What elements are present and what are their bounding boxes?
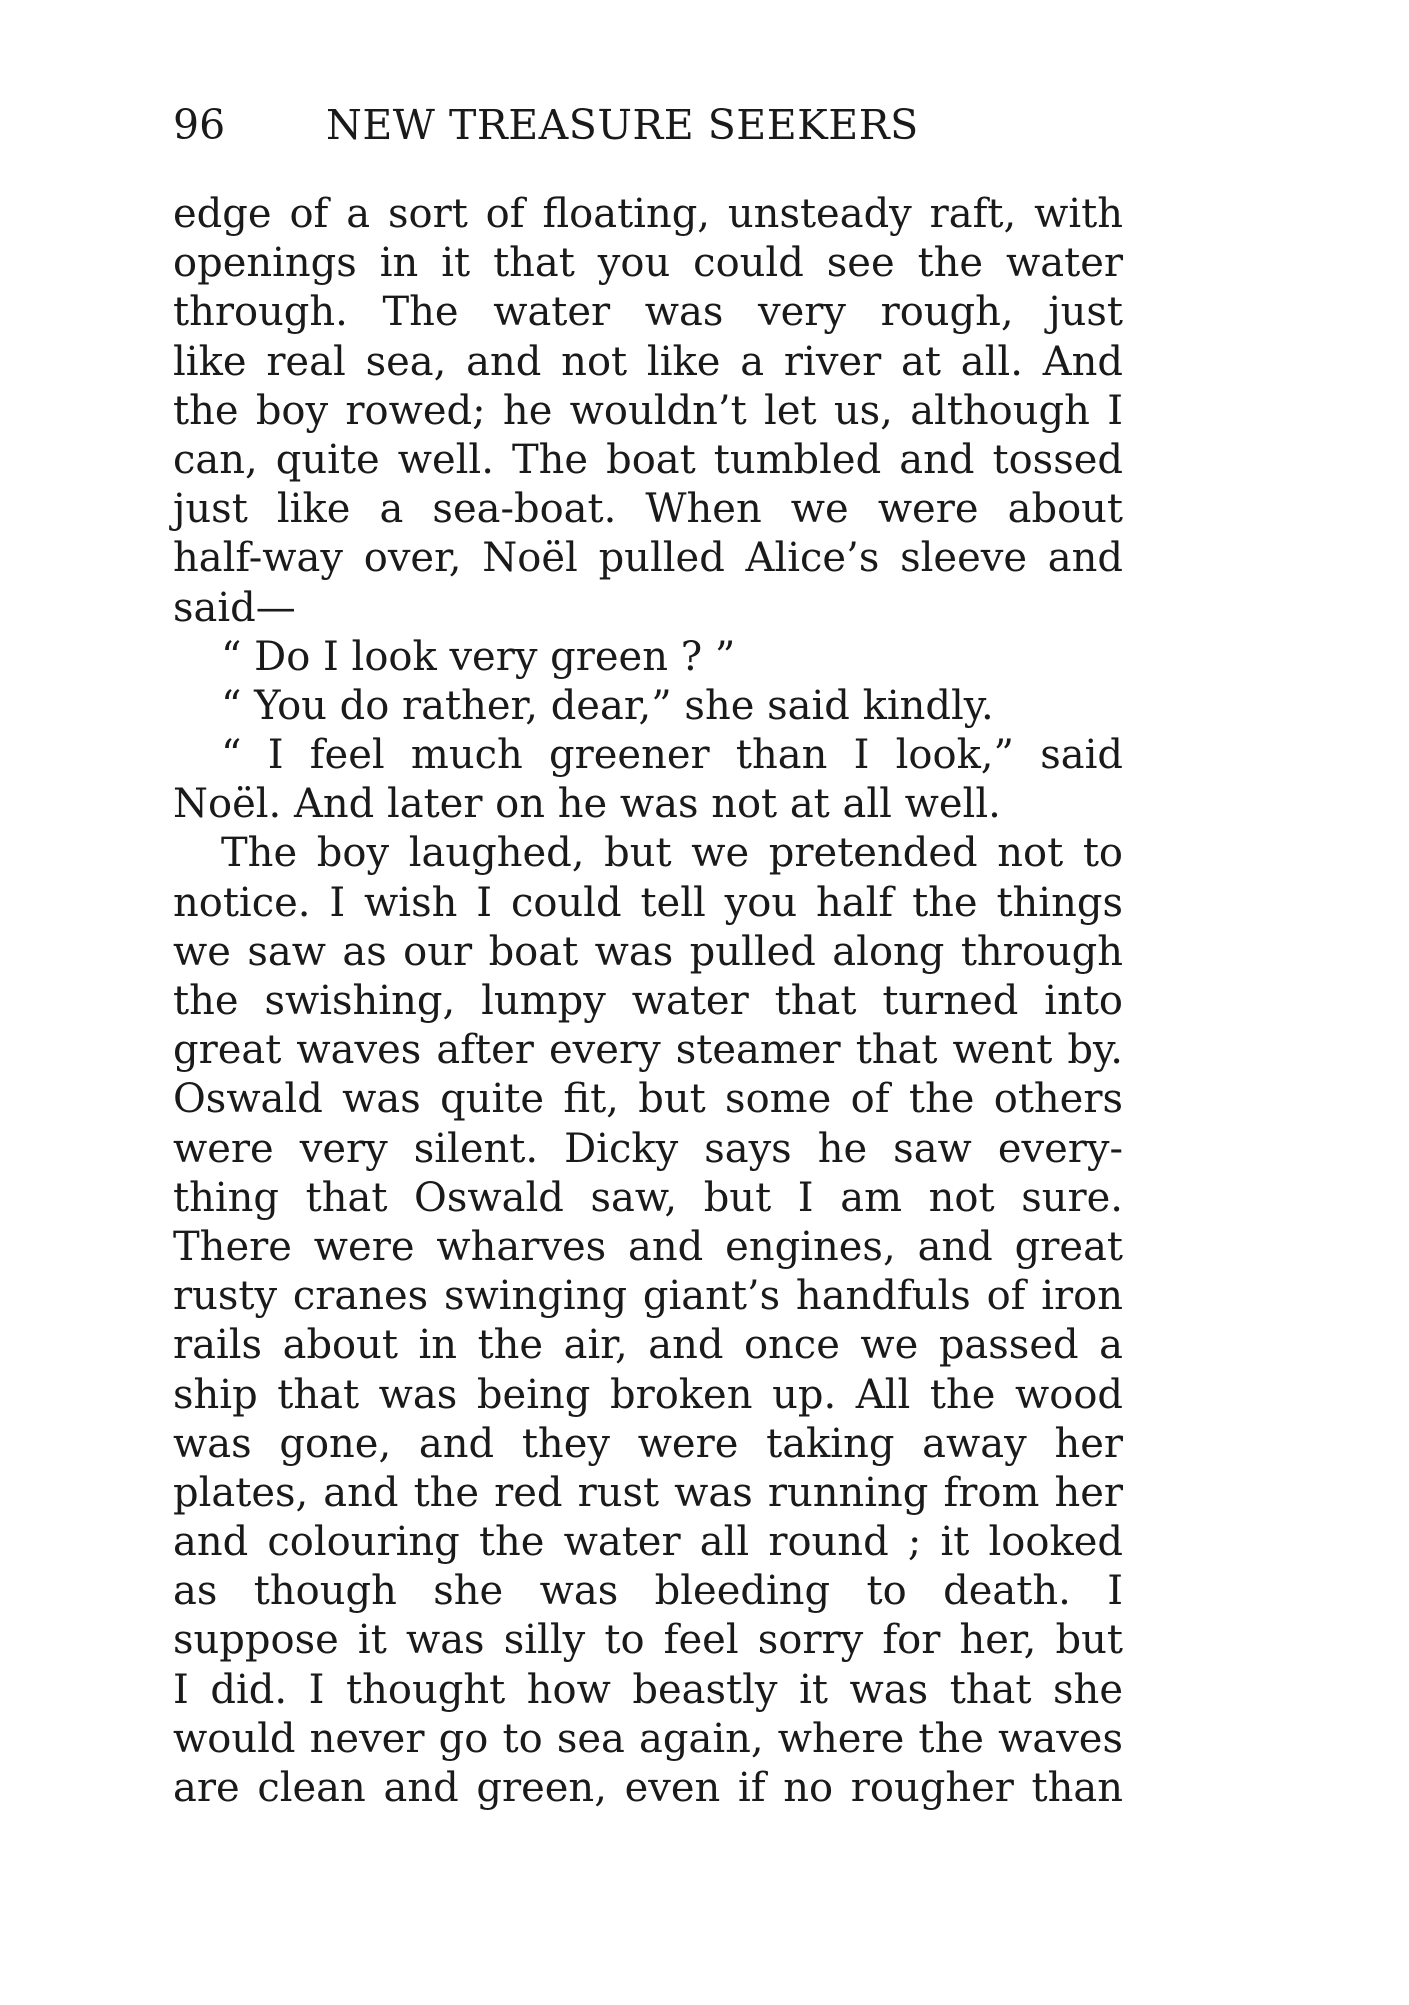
text-line: are clean and green, even if no rougher than	[173, 1765, 1123, 1811]
text-line: and colouring the water all round ; it looked	[173, 1519, 1123, 1566]
paragraph-start: The boy laughed, but we pretended not to	[221, 830, 1123, 877]
dialogue-line: “ I feel much greener than I look,” said	[221, 732, 1123, 779]
text-line: like real sea, and not like a river at all. And	[173, 338, 1123, 385]
text-line: ship that was being broken up. All the wood	[173, 1371, 1123, 1418]
text-line: as though she was bleeding to death. I	[173, 1568, 1123, 1615]
text-line: rails about in the air, and once we passed a	[173, 1322, 1123, 1369]
text-line: great waves after every steamer that went by.	[173, 1027, 1123, 1074]
text-line: the boy rowed; he wouldn’t let us, although I	[173, 387, 1123, 434]
text-line: Oswald was quite fit, but some of the others	[173, 1076, 1123, 1123]
text-line: Noël. And later on he was not at all well.	[173, 781, 1001, 828]
text-line: were very silent. Dicky says he saw every-	[173, 1125, 1123, 1172]
text-line: was gone, and they were taking away her	[173, 1420, 1123, 1467]
dialogue-line: “ You do rather, dear,” she said kindly.	[221, 682, 994, 729]
text-line: plates, and the red rust was running from her	[173, 1469, 1123, 1516]
running-title: NEW TREASURE SEEKERS	[326, 101, 919, 149]
page-header	[173, 95, 1123, 155]
dialogue-line: “ Do I look very green ? ”	[221, 633, 736, 680]
text-line: half-way over, Noël pulled Alice’s sleeve and	[173, 535, 1123, 582]
text-line: would never go to sea again, where the waves	[173, 1715, 1123, 1762]
text-line: through. The water was very rough, just	[173, 289, 1123, 336]
text-line: I did. I thought how beastly it was that she	[173, 1666, 1123, 1713]
text-line: said—	[173, 584, 296, 631]
text-line: suppose it was silly to feel sorry for her, but	[173, 1617, 1123, 1664]
text-line: edge of a sort of floating, unsteady raft, with	[173, 191, 1123, 237]
body-text	[173, 190, 1123, 1813]
page-number: 96	[173, 101, 226, 149]
text-line: openings in it that you could see the water	[173, 240, 1123, 287]
text-line: rusty cranes swinging giant’s handfuls of iron	[173, 1273, 1123, 1320]
text-line: There were wharves and engines, and great	[173, 1223, 1123, 1270]
text-line: thing that Oswald saw, but I am not sure.	[173, 1174, 1123, 1221]
text-line: notice. I wish I could tell you half the things	[173, 879, 1123, 926]
text-line: just like a sea-boat. When we were about	[173, 486, 1123, 533]
text-line: the swishing, lumpy water that turned into	[173, 978, 1123, 1024]
text-line: can, quite well. The boat tumbled and tossed	[173, 436, 1123, 483]
text-line: we saw as our boat was pulled along through	[173, 928, 1123, 975]
